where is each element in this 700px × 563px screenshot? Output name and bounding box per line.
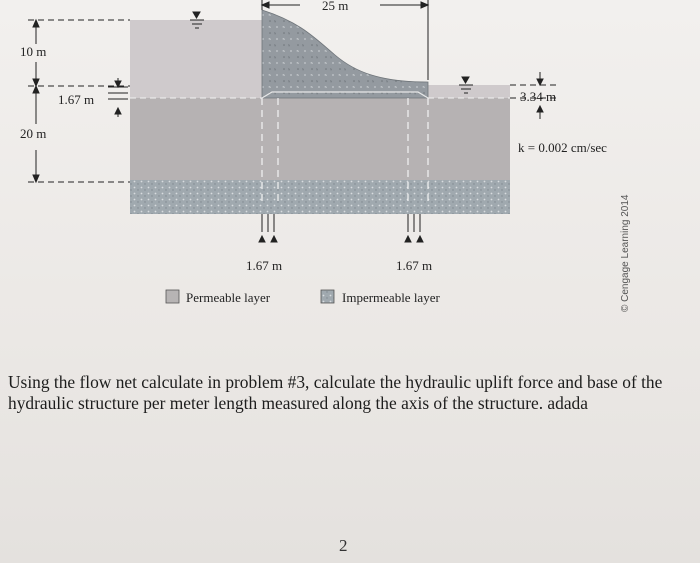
permeable-depth-label: 20 m [20,126,47,141]
page-number: 2 [339,536,348,555]
top-width-label: 25 m [322,0,349,13]
copyright-credit: © Cengage Learning 2014 [620,194,631,312]
downstream-water-label: 3.34 m [520,89,557,104]
legend-label-permeable: Permeable layer [186,290,271,305]
conductivity-label: k = 0.002 cm/sec [518,140,607,155]
legend-swatch-impermeable [321,290,334,303]
question-text: Using the flow net calculate in problem #3, calculate the hydraulic uplift force and base of the hydraulic structure per meter length measured along the axis of the structure. adada [8,372,663,413]
legend-label-impermeable: Impermeable layer [342,290,440,305]
downstream-water [428,85,510,98]
concrete-dam [262,10,428,98]
upstream-water [130,20,262,98]
upstream-height-label: 10 m [20,44,47,59]
permeable-layer [130,98,510,180]
legend-swatch-permeable [166,290,179,303]
right-pile-depth-label: 1.67 m [396,258,433,273]
left-pile-depth-label: 1.67 m [246,258,283,273]
cutoff-depth-label: 1.67 m [58,92,95,107]
impermeable-layer [130,180,510,214]
legend [166,290,440,305]
